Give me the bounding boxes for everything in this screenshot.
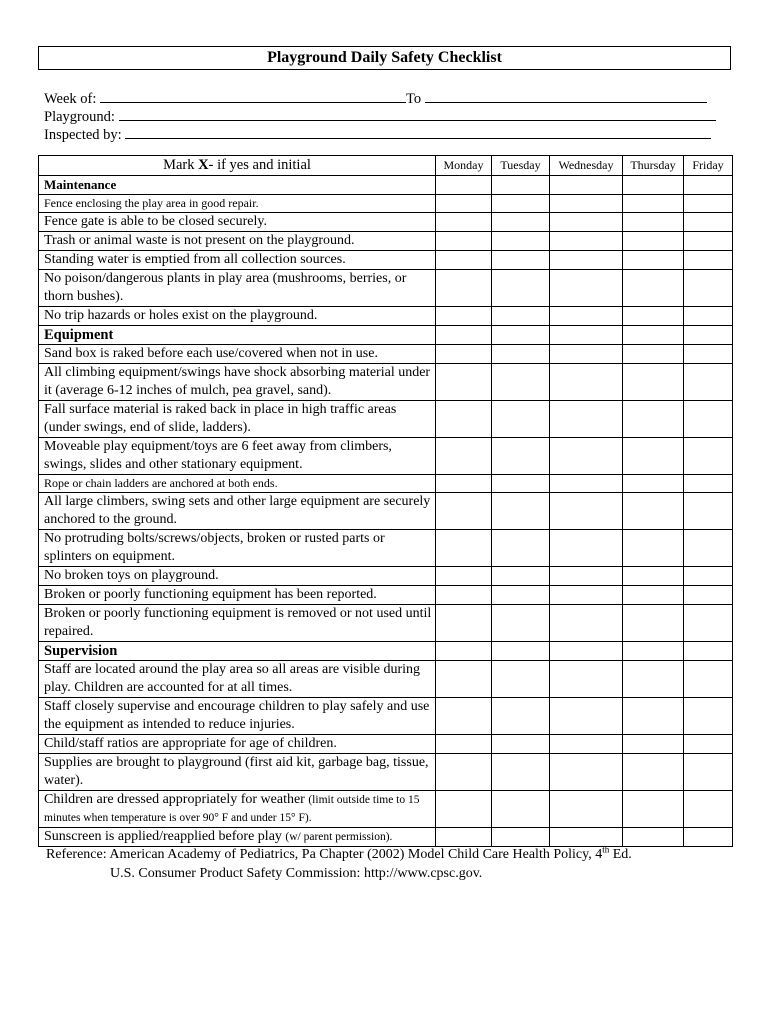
check-cell[interactable] xyxy=(492,605,550,642)
check-cell[interactable] xyxy=(436,307,492,326)
check-cell[interactable] xyxy=(623,754,684,791)
check-cell[interactable] xyxy=(492,791,550,828)
checklist-item: All large climbers, swing sets and other large equipment are securely anchored to the ground. xyxy=(39,493,436,530)
check-cell[interactable] xyxy=(623,475,684,493)
checklist-item: No broken toys on playground. xyxy=(39,567,436,586)
playground-field[interactable] xyxy=(119,107,716,121)
check-cell[interactable] xyxy=(684,251,733,270)
check-cell[interactable] xyxy=(623,195,684,213)
check-cell[interactable] xyxy=(684,567,733,586)
check-cell[interactable] xyxy=(436,195,492,213)
checklist-item: Fall surface material is raked back in place in high traffic areas (under swings, end of slide, ladders). xyxy=(39,401,436,438)
check-cell[interactable] xyxy=(436,176,492,195)
check-cell[interactable] xyxy=(684,642,733,661)
checklist-row xyxy=(39,754,733,791)
checklist-item: No protruding bolts/screws/objects, broken or rusted parts or splinters on equipment. xyxy=(39,530,436,567)
check-cell[interactable] xyxy=(492,586,550,605)
check-cell[interactable] xyxy=(684,307,733,326)
check-cell[interactable] xyxy=(492,567,550,586)
checklist-row xyxy=(39,195,733,213)
check-cell[interactable] xyxy=(492,251,550,270)
table-header-row xyxy=(39,156,733,176)
checklist-row xyxy=(39,530,733,567)
check-cell[interactable] xyxy=(623,530,684,567)
check-cell[interactable] xyxy=(436,698,492,735)
checklist-item: No poison/dangerous plants in play area (mushrooms, berries, or thorn bushes). xyxy=(39,270,436,307)
check-cell[interactable] xyxy=(436,605,492,642)
section-heading: Supervision xyxy=(39,642,436,661)
reference-line-1: Reference: American Academy of Pediatrics, Pa Chapter (2002) Model Child Care Health Policy, 4th Ed. xyxy=(46,844,632,862)
check-cell[interactable] xyxy=(436,326,492,345)
checklist-row xyxy=(39,232,733,251)
check-cell[interactable] xyxy=(550,213,623,232)
check-cell[interactable] xyxy=(623,493,684,530)
checklist-row xyxy=(39,586,733,605)
checklist-item: All climbing equipment/swings have shock absorbing material under it (average 6-12 inches of mulch, pea gravel, sand). xyxy=(39,364,436,401)
safety-checklist-table xyxy=(38,155,733,847)
week-of-label: Week of: xyxy=(44,91,97,107)
checklist-item: Broken or poorly functioning equipment is removed or not used until repaired. xyxy=(39,605,436,642)
check-cell[interactable] xyxy=(684,401,733,438)
inspected-by-label: Inspected by: xyxy=(44,127,122,143)
check-cell[interactable] xyxy=(436,345,492,364)
checklist-row xyxy=(39,493,733,530)
check-cell[interactable] xyxy=(492,735,550,754)
mark-instruction: Mark X- if yes and initial xyxy=(39,156,436,176)
checklist-item: Child/staff ratios are appropriate for age of children. xyxy=(39,735,436,754)
section-heading: Equipment xyxy=(39,326,436,345)
check-cell[interactable] xyxy=(436,586,492,605)
check-cell[interactable] xyxy=(436,791,492,828)
to-field[interactable] xyxy=(425,89,707,103)
checklist-item xyxy=(39,828,436,847)
check-cell[interactable] xyxy=(550,475,623,493)
check-cell[interactable] xyxy=(684,364,733,401)
check-cell[interactable] xyxy=(550,828,623,847)
check-cell[interactable] xyxy=(684,754,733,791)
checklist-row xyxy=(39,791,733,828)
checklist-item: Trash or animal waste is not present on the playground. xyxy=(39,232,436,251)
checklist-item: Fence gate is able to be closed securely. xyxy=(39,213,436,232)
check-cell[interactable] xyxy=(623,791,684,828)
checklist-item: Staff are located around the play area so all areas are visible during play. Children are accounted for at all times. xyxy=(39,661,436,698)
check-cell[interactable] xyxy=(550,326,623,345)
checklist-row xyxy=(39,828,733,847)
check-cell[interactable] xyxy=(436,401,492,438)
playground-label: Playground: xyxy=(44,109,115,125)
check-cell[interactable] xyxy=(684,176,733,195)
check-cell[interactable] xyxy=(550,661,623,698)
check-cell[interactable] xyxy=(492,661,550,698)
check-cell[interactable] xyxy=(684,195,733,213)
check-cell[interactable] xyxy=(436,364,492,401)
check-cell[interactable] xyxy=(623,307,684,326)
checklist-item: Fence enclosing the play area in good repair. xyxy=(39,195,436,213)
check-cell[interactable] xyxy=(550,698,623,735)
check-cell[interactable] xyxy=(684,213,733,232)
check-cell[interactable] xyxy=(550,232,623,251)
check-cell[interactable] xyxy=(436,251,492,270)
week-of-field[interactable] xyxy=(100,89,406,103)
item-text: Sunscreen is applied/reapplied before play xyxy=(44,829,286,844)
check-cell[interactable] xyxy=(684,326,733,345)
check-cell[interactable] xyxy=(436,735,492,754)
to-label: To xyxy=(406,91,422,107)
check-cell[interactable] xyxy=(550,195,623,213)
check-cell[interactable] xyxy=(436,438,492,475)
check-cell[interactable] xyxy=(623,698,684,735)
check-cell[interactable] xyxy=(684,345,733,364)
item-note: (limit outside time to 15 minutes when temperature is over 90° F and under 15° F). xyxy=(44,794,420,824)
item-text: Children are dressed appropriately for weather xyxy=(44,792,309,807)
page-title: Playground Daily Safety Checklist xyxy=(38,46,731,70)
check-cell[interactable] xyxy=(492,642,550,661)
checklist-item: Moveable play equipment/toys are 6 feet away from climbers, swings, slides and other stationary equipment. xyxy=(39,438,436,475)
check-cell[interactable] xyxy=(492,530,550,567)
check-cell[interactable] xyxy=(623,828,684,847)
check-cell[interactable] xyxy=(684,493,733,530)
check-cell[interactable] xyxy=(684,828,733,847)
check-cell[interactable] xyxy=(492,232,550,251)
week-of-row xyxy=(44,89,707,108)
check-cell[interactable] xyxy=(684,605,733,642)
checklist-row xyxy=(39,251,733,270)
check-cell[interactable] xyxy=(623,251,684,270)
check-cell[interactable] xyxy=(684,735,733,754)
check-cell[interactable] xyxy=(436,828,492,847)
checklist-row xyxy=(39,567,733,586)
inspected-by-field[interactable] xyxy=(125,125,711,139)
check-cell[interactable] xyxy=(684,661,733,698)
check-cell[interactable] xyxy=(623,661,684,698)
section-row xyxy=(39,176,733,195)
section-row xyxy=(39,642,733,661)
section-heading: Maintenance xyxy=(39,176,436,195)
check-cell[interactable] xyxy=(492,326,550,345)
day-header-monday: Monday xyxy=(436,156,492,176)
check-cell[interactable] xyxy=(550,345,623,364)
check-cell[interactable] xyxy=(623,270,684,307)
check-cell[interactable] xyxy=(550,586,623,605)
check-cell[interactable] xyxy=(623,364,684,401)
check-cell[interactable] xyxy=(684,530,733,567)
checklist-row xyxy=(39,401,733,438)
check-cell[interactable] xyxy=(436,493,492,530)
check-cell[interactable] xyxy=(684,698,733,735)
check-cell[interactable] xyxy=(492,438,550,475)
check-cell[interactable] xyxy=(436,567,492,586)
checklist-row xyxy=(39,364,733,401)
checklist-row xyxy=(39,735,733,754)
day-header-tuesday: Tuesday xyxy=(492,156,550,176)
check-cell[interactable] xyxy=(492,754,550,791)
check-cell[interactable] xyxy=(492,195,550,213)
checklist-row xyxy=(39,698,733,735)
check-cell[interactable] xyxy=(623,232,684,251)
checklist-item xyxy=(39,791,436,828)
playground-row xyxy=(44,107,716,126)
checklist-item: Rope or chain ladders are anchored at both ends. xyxy=(39,475,436,493)
check-cell[interactable] xyxy=(436,270,492,307)
check-cell[interactable] xyxy=(492,401,550,438)
checklist-row xyxy=(39,438,733,475)
check-cell[interactable] xyxy=(550,642,623,661)
reference-line-2: U.S. Consumer Product Safety Commission: http://www.cpsc.gov. xyxy=(110,866,483,881)
inspected-by-row xyxy=(44,125,711,144)
check-cell[interactable] xyxy=(623,401,684,438)
check-cell[interactable] xyxy=(550,493,623,530)
checklist-item: Supplies are brought to playground (first aid kit, garbage bag, tissue, water). xyxy=(39,754,436,791)
check-cell[interactable] xyxy=(492,493,550,530)
check-cell[interactable] xyxy=(436,754,492,791)
checklist-row xyxy=(39,475,733,493)
day-header-thursday: Thursday xyxy=(623,156,684,176)
checklist-row xyxy=(39,661,733,698)
checklist-item: No trip hazards or holes exist on the playground. xyxy=(39,307,436,326)
item-note: (w/ parent permission). xyxy=(285,831,393,843)
check-cell[interactable] xyxy=(550,791,623,828)
check-cell[interactable] xyxy=(436,232,492,251)
checklist-row xyxy=(39,270,733,307)
check-cell[interactable] xyxy=(550,251,623,270)
checklist-row xyxy=(39,345,733,364)
day-header-wednesday: Wednesday xyxy=(550,156,623,176)
check-cell[interactable] xyxy=(550,270,623,307)
check-cell[interactable] xyxy=(550,176,623,195)
check-cell[interactable] xyxy=(623,438,684,475)
check-cell[interactable] xyxy=(492,345,550,364)
check-cell[interactable] xyxy=(550,735,623,754)
check-cell[interactable] xyxy=(492,213,550,232)
check-cell[interactable] xyxy=(550,754,623,791)
checklist-item: Sand box is raked before each use/covered when not in use. xyxy=(39,345,436,364)
check-cell[interactable] xyxy=(684,232,733,251)
check-cell[interactable] xyxy=(684,438,733,475)
day-header-friday: Friday xyxy=(684,156,733,176)
check-cell[interactable] xyxy=(492,475,550,493)
check-cell[interactable] xyxy=(436,213,492,232)
check-cell[interactable] xyxy=(492,364,550,401)
check-cell[interactable] xyxy=(492,270,550,307)
check-cell[interactable] xyxy=(684,270,733,307)
check-cell[interactable] xyxy=(550,567,623,586)
checklist-item: Standing water is emptied from all collection sources. xyxy=(39,251,436,270)
checklist-row xyxy=(39,213,733,232)
section-row xyxy=(39,326,733,345)
check-cell[interactable] xyxy=(492,828,550,847)
check-cell[interactable] xyxy=(623,642,684,661)
check-cell[interactable] xyxy=(436,661,492,698)
check-cell[interactable] xyxy=(492,176,550,195)
check-cell[interactable] xyxy=(550,364,623,401)
checklist-row xyxy=(39,605,733,642)
check-cell[interactable] xyxy=(623,735,684,754)
check-cell[interactable] xyxy=(684,586,733,605)
check-cell[interactable] xyxy=(436,475,492,493)
checklist-item: Broken or poorly functioning equipment has been reported. xyxy=(39,586,436,605)
check-cell[interactable] xyxy=(550,307,623,326)
check-cell[interactable] xyxy=(550,605,623,642)
check-cell[interactable] xyxy=(684,791,733,828)
check-cell[interactable] xyxy=(550,438,623,475)
check-cell[interactable] xyxy=(623,345,684,364)
checklist-row xyxy=(39,307,733,326)
check-cell[interactable] xyxy=(492,698,550,735)
check-cell[interactable] xyxy=(623,567,684,586)
check-cell[interactable] xyxy=(436,642,492,661)
check-cell[interactable] xyxy=(684,475,733,493)
checklist-item: Staff closely supervise and encourage children to play safely and use the equipment as intended to reduce injuries. xyxy=(39,698,436,735)
check-cell[interactable] xyxy=(623,213,684,232)
check-cell[interactable] xyxy=(550,401,623,438)
check-cell[interactable] xyxy=(550,530,623,567)
check-cell[interactable] xyxy=(436,530,492,567)
check-cell[interactable] xyxy=(623,605,684,642)
check-cell[interactable] xyxy=(623,176,684,195)
reference-note xyxy=(46,845,632,883)
check-cell[interactable] xyxy=(623,586,684,605)
check-cell[interactable] xyxy=(623,326,684,345)
check-cell[interactable] xyxy=(492,307,550,326)
